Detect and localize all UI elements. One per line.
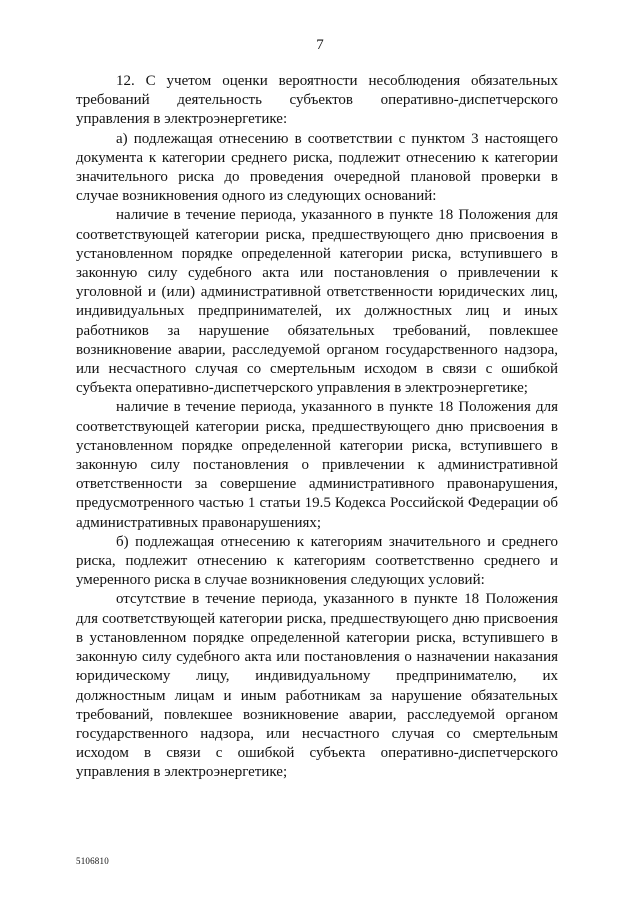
paragraph-a-basis-1: наличие в течение периода, указанного в пункте 18 Положения для соответствующей категории риска, предшествующего дню присвоения в установленном порядке определенной категории риска, вступившего в законную силу судебного акта или постановления о привлечении к уголовной и (или) административной ответственности юридических лиц, индивидуальных предпринимателей, их должностных лиц и иных работников за нарушение обязательных требований, повлекшее возникновение аварии, расследуемой органом государственного надзора, или несчастного случая со смертельным исходом в связи с ошибкой субъекта оперативно-диспетчерского управления в электроэнергетике; [76, 207, 558, 397]
paragraph-12-intro: 12. С учетом оценки вероятности несоблюдения обязательных требований деятельность субъектов оперативно-диспетчерского управления в электроэнергетике: [76, 73, 558, 128]
document-body [76, 72, 558, 783]
paragraph-a-basis-2: наличие в течение периода, указанного в пункте 18 Положения для соответствующей категории риска, предшествующего дню присвоения в установленном порядке определенной категории риска, вступившего в законную силу постановления о привлечении к административной ответственности за совершение административного правонарушения, предусмотренного частью 1 статьи 19.5 Кодекса Российской Федерации об административных правонарушениях; [76, 399, 558, 531]
paragraph-a: а) подлежащая отнесению в соответствии с пунктом 3 настоящего документа к категории среднего риска, подлежит отнесению к категории значительного риска до проведения очередной плановой проверки в случае возникновения одного из следующих оснований: [76, 130, 558, 205]
document-code: 5106810 [76, 856, 109, 866]
page-number: 7 [316, 37, 324, 53]
paragraph-b: б) подлежащая отнесению к категориям значительного и среднего риска, подлежит отнесению к категориям соответственно среднего и умеренного риска в случае возникновения следующих условий: [76, 533, 558, 589]
paragraph-b-condition-1: отсутствие в течение периода, указанного в пункте 18 Положения для соответствующей категории риска, предшествующего дню присвоения в установленном порядке определенной категории риска, вступившего в законную силу судебного акта или постановления о назначении наказания юридическому лицу, индивидуальному предпринимателю, их должностным лицам и иным работникам за нарушение обязательных требований, повлекшее возникновение аварии, расследуемой органом государственного надзора, или несчастного случая со смертельным исходом в связи с ошибкой субъекта оперативно-диспетчерского управления в электроэнергетике; [76, 591, 558, 781]
